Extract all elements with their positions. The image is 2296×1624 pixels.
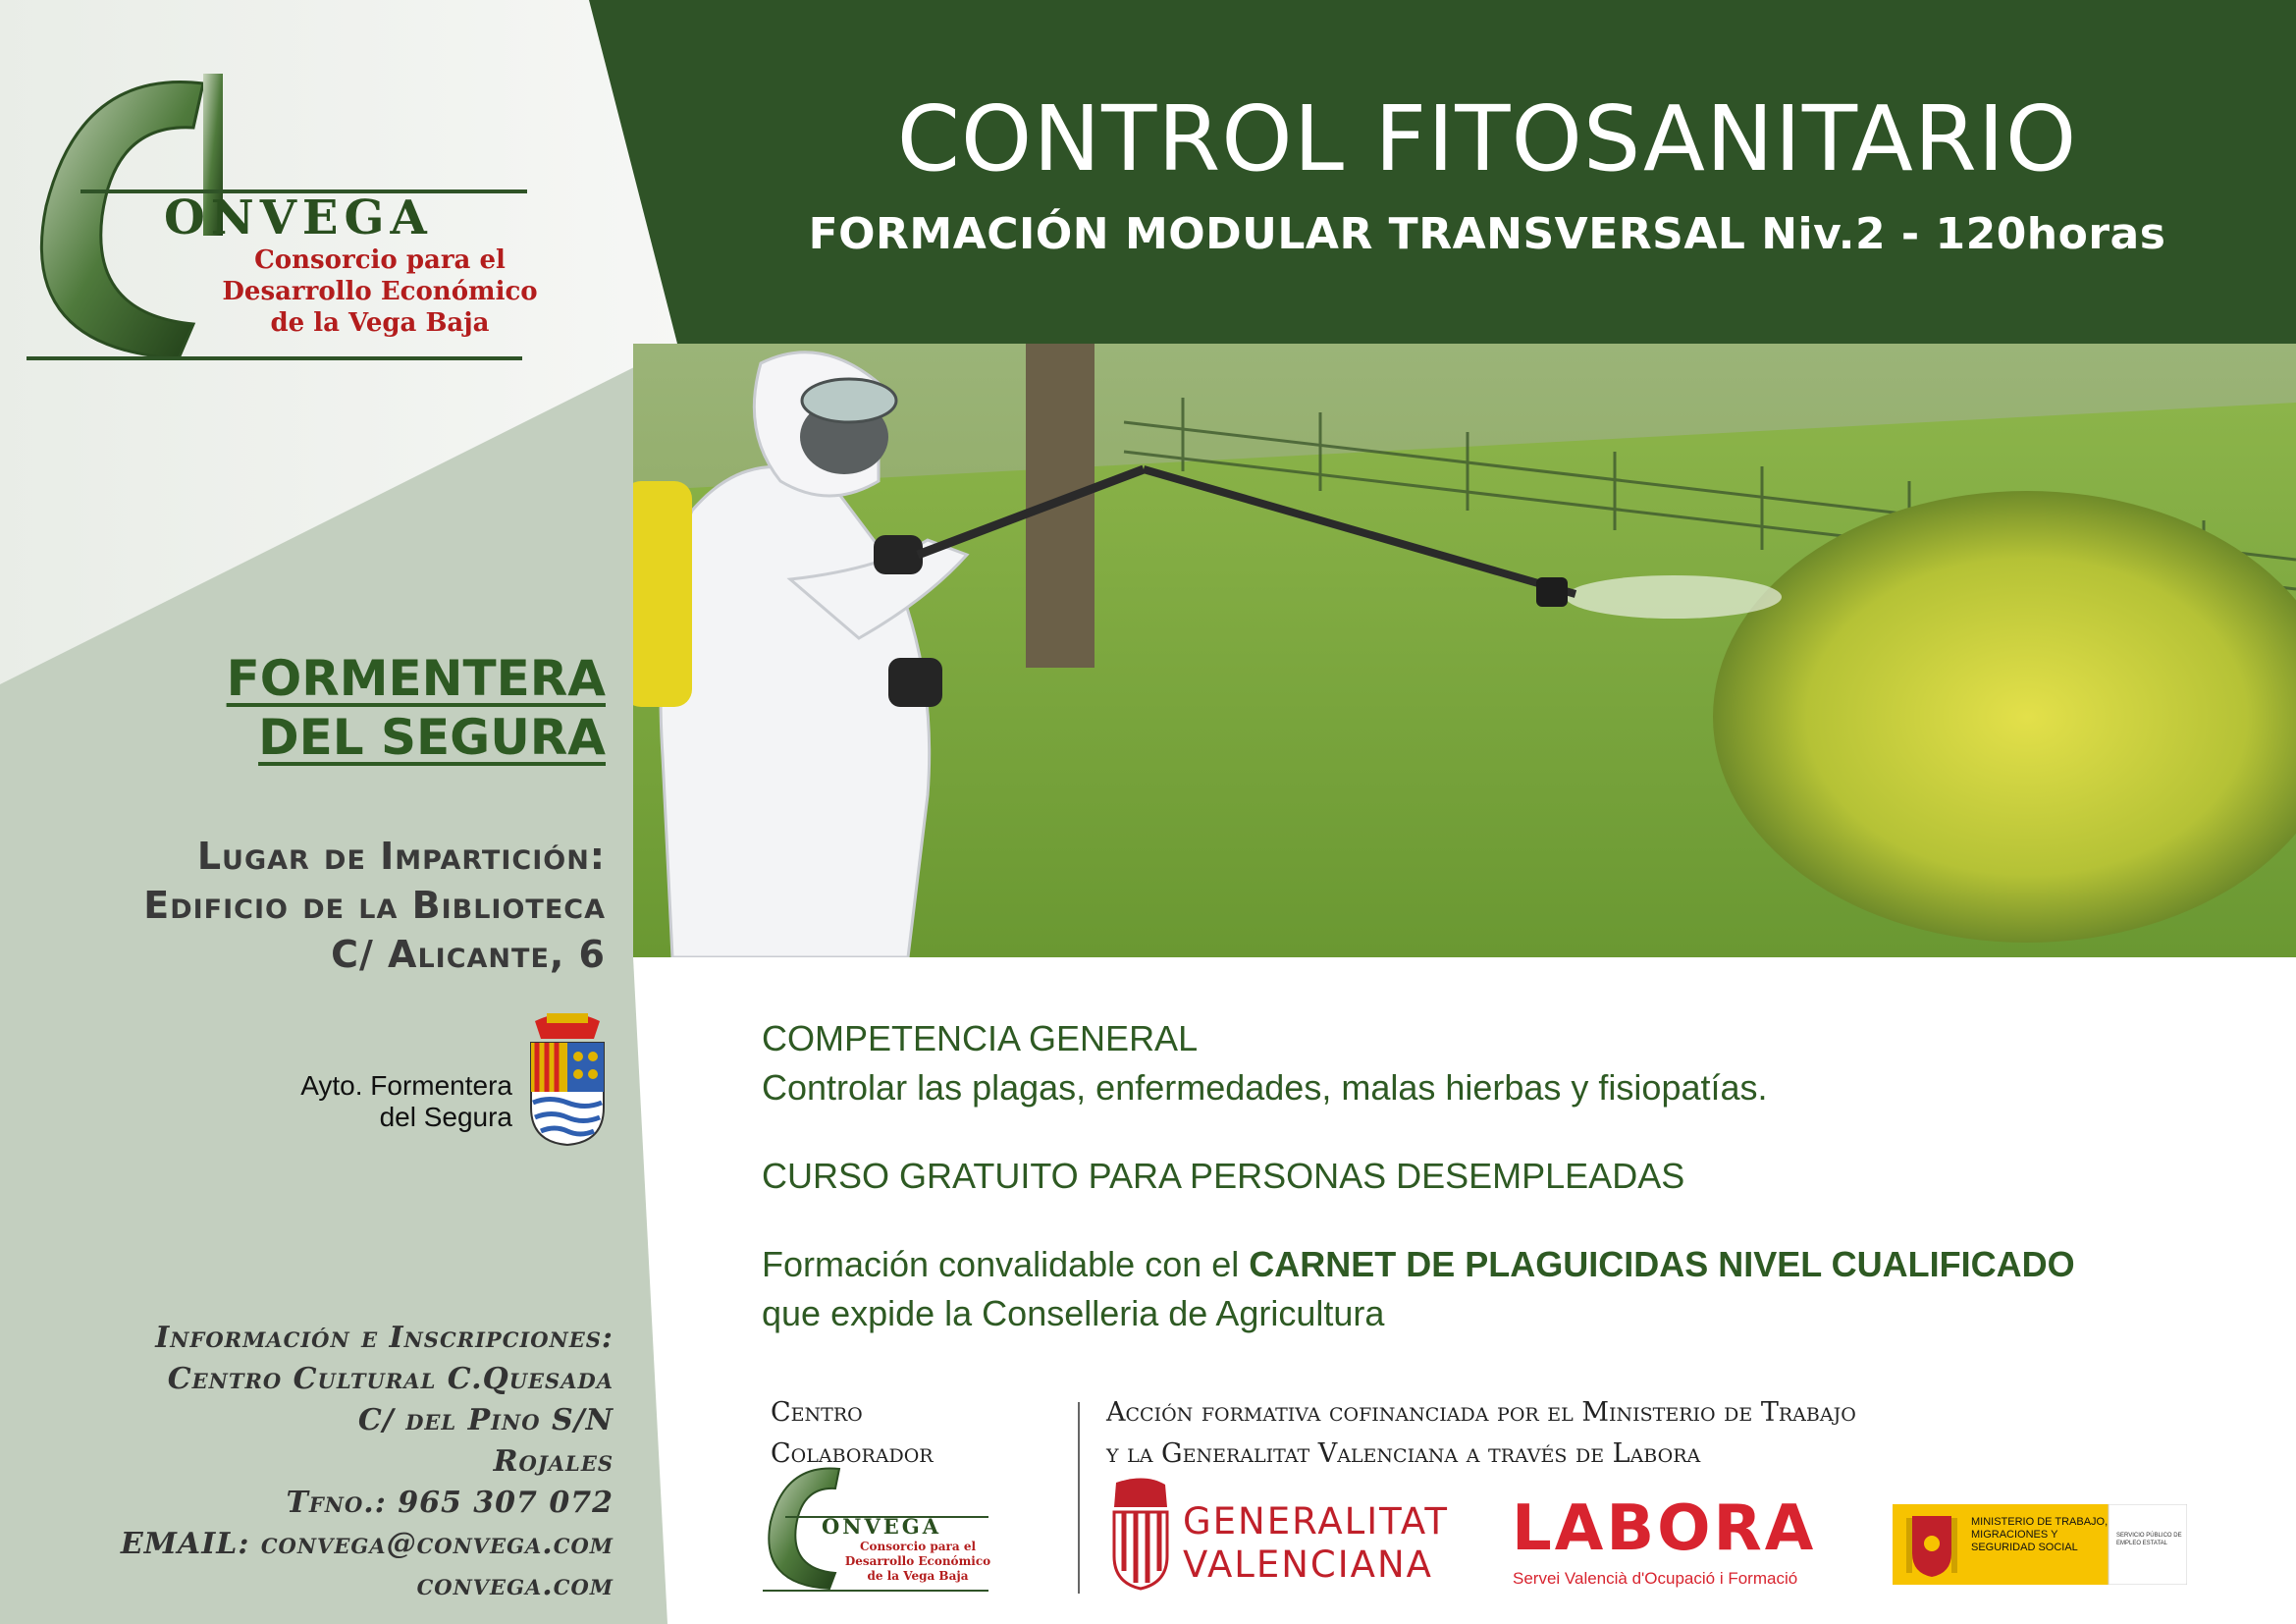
photo-illustration xyxy=(633,344,2296,957)
info-heading: Información e Inscripciones: xyxy=(155,1321,614,1355)
gv-line-1: GENERALITAT xyxy=(1183,1500,1449,1543)
venue-building: Edificio de la Biblioteca xyxy=(143,884,606,927)
carnet-highlight: CARNET DE PLAGUICIDAS NIVEL CUALIFICADO xyxy=(1249,1244,2075,1284)
ministerio-text: MINISTERIO DE TRABAJO, MIGRACIONES Y SEGURIDAD SOCIAL xyxy=(1971,1516,2109,1553)
small-logo-line-2: Desarrollo Económico xyxy=(844,1554,991,1568)
formacion-line-1 xyxy=(762,1244,2075,1285)
generalitat-text xyxy=(1183,1500,1449,1587)
accion-line-1: Acción formativa cofinanciada por el Ministerio de Trabajo xyxy=(1106,1397,1856,1428)
info-phone: Tfno.: 965 307 072 xyxy=(286,1486,614,1520)
cofinanciacion-notice xyxy=(1106,1392,1856,1475)
free-course-notice: CURSO GRATUITO PARA PERSONAS DESEMPLEADAS xyxy=(762,1156,1685,1196)
footer-divider xyxy=(1078,1402,1080,1594)
logo-line-2: Desarrollo Económico xyxy=(222,277,538,306)
labora-logo: LABORA xyxy=(1512,1492,1817,1565)
ayto-line-1: Ayto. Formentera xyxy=(300,1070,512,1101)
small-logo-line-3: de la Vega Baja xyxy=(867,1569,969,1583)
sepe-text: SERVICIO PÚBLICO DE EMPLEO ESTATAL xyxy=(2116,1533,2182,1546)
town-line-1: FORMENTERA xyxy=(226,650,606,707)
gv-line-2: VALENCIANA xyxy=(1183,1543,1433,1586)
page-subtitle: FORMACIÓN MODULAR TRANSVERSAL Niv.2 - 120horas xyxy=(808,209,2166,259)
formacion-line-2: que expide la Conselleria de Agricultura xyxy=(762,1293,1385,1333)
info-email[interactable]: EMAIL: convega@convega.com xyxy=(120,1527,614,1561)
centro-line-1: Centro xyxy=(771,1397,863,1428)
logo-line-1: Consorcio para el xyxy=(254,245,506,275)
convega-small-logo xyxy=(761,1463,991,1596)
competencia-text: Controlar las plagas, enfermedades, malas hierbas y fisiopatías. xyxy=(762,1067,1768,1108)
competencia-title: COMPETENCIA GENERAL xyxy=(762,1018,1199,1058)
accion-line-2: y la Generalitat Valenciana a través de Labora xyxy=(1106,1438,1701,1469)
worker-spraying-photo xyxy=(633,344,2296,957)
formacion-prefix: Formación convalidable con el xyxy=(762,1244,1250,1284)
venue-label: Lugar de Impartición: xyxy=(196,835,606,878)
town-line-2: DEL SEGURA xyxy=(258,709,606,766)
info-street: C/ del Pino S/N xyxy=(357,1403,614,1437)
venue-address: C/ Alicante, 6 xyxy=(331,933,606,976)
page-title: CONTROL FITOSANITARIO xyxy=(896,86,2078,191)
centro-line-2: Colaborador xyxy=(771,1438,934,1469)
convega-logo xyxy=(22,69,538,373)
logo-brand: ONVEGA xyxy=(164,190,433,245)
small-logo-brand: ONVEGA xyxy=(822,1514,942,1539)
ayto-line-2: del Segura xyxy=(379,1102,512,1132)
info-centre: Centro Cultural C.Quesada xyxy=(167,1362,614,1396)
info-website[interactable]: convega.com xyxy=(416,1568,614,1602)
labora-subtitle: Servei Valencià d'Ocupació i Formació xyxy=(1513,1569,1798,1588)
logo-line-3: de la Vega Baja xyxy=(270,308,490,338)
info-city: Rojales xyxy=(493,1444,614,1479)
town-coat-of-arms-icon xyxy=(525,1009,610,1147)
small-logo-line-1: Consorcio para el xyxy=(859,1540,977,1553)
